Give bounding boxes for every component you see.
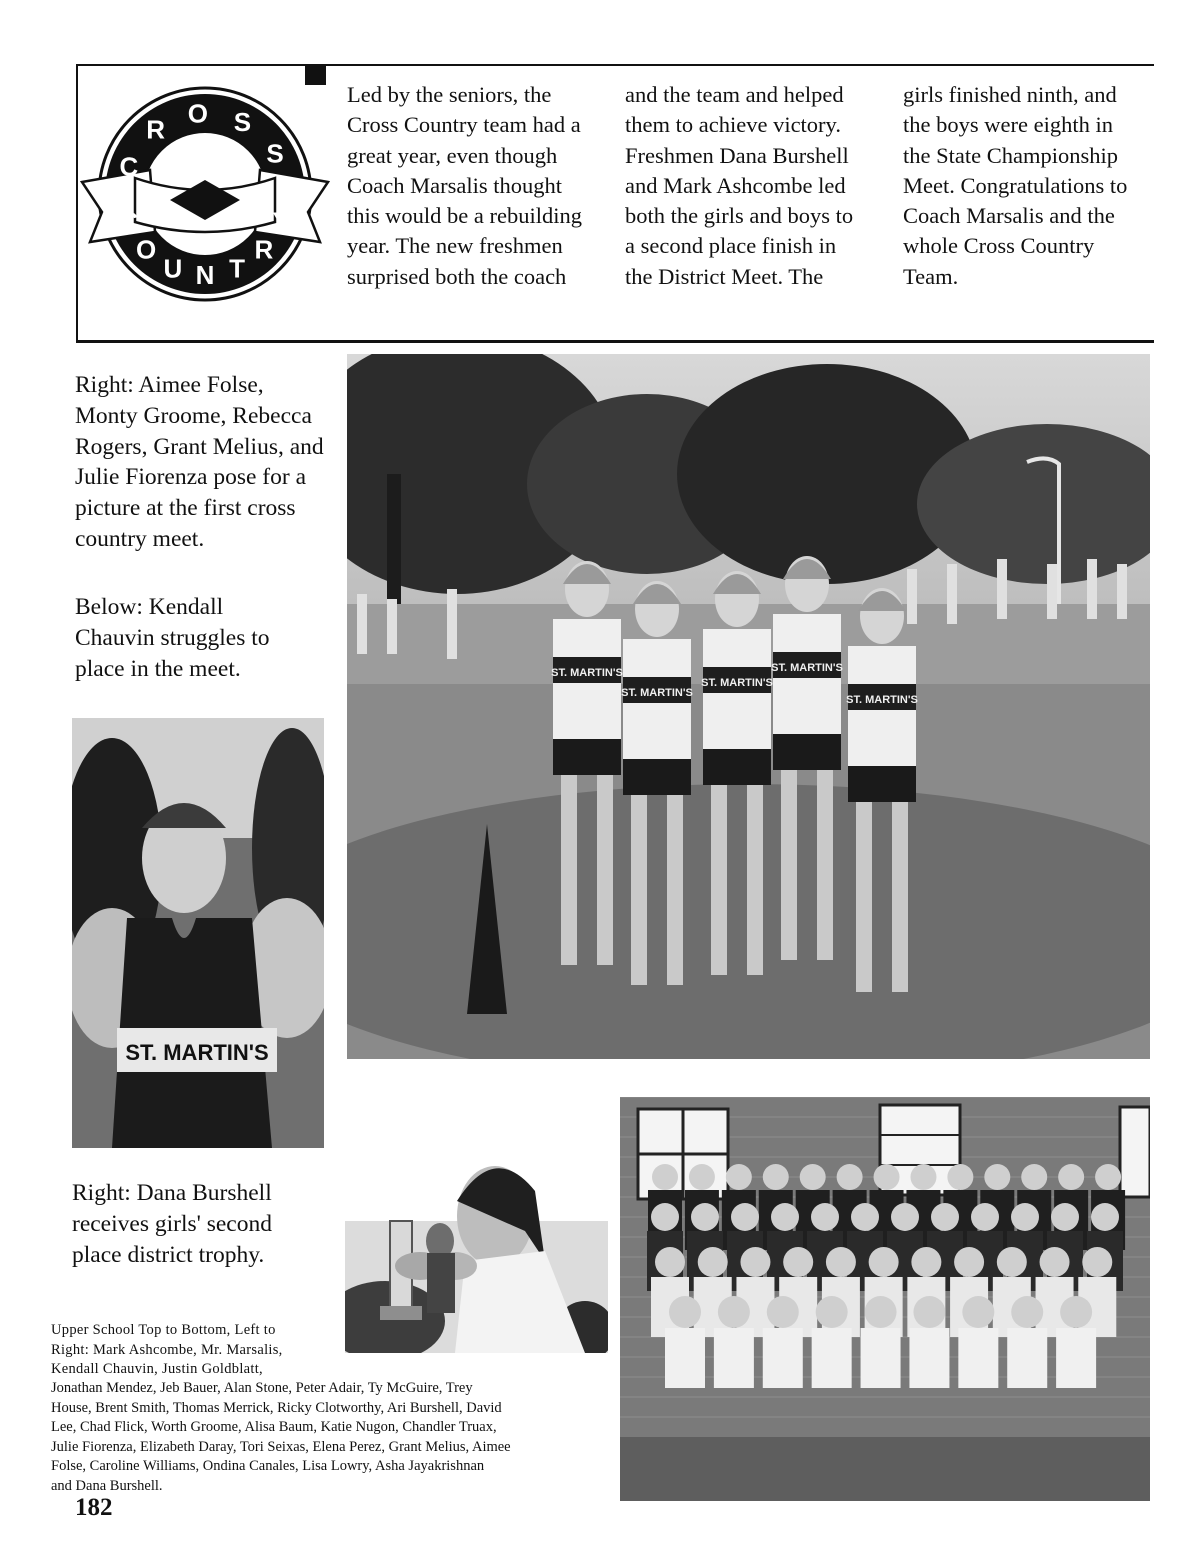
team-member-40 xyxy=(812,1296,852,1388)
team-photo-image xyxy=(620,1097,1150,1501)
header-rule xyxy=(76,340,1154,343)
intro-text-1: Led by the seniors, the Cross Country team had a great year, even though Coach Marsalis thought this would be a rebuilding year. The new freshmen surprised both the coach xyxy=(347,82,582,289)
group-photo xyxy=(347,354,1150,1059)
caption-runner-photo: Below: Kendall Chauvin struggles to place in the meet. xyxy=(75,594,270,682)
logo-bottom-letter-2: O xyxy=(135,234,157,265)
team-list-caption-top: Upper School Top to Bottom, Left to Right: Mark Ashcombe, Mr. Marsalis, Kendall Chauvin, Justin Goldblatt, xyxy=(51,1322,283,1377)
team-member-38 xyxy=(714,1296,754,1388)
intro-column-1 xyxy=(347,80,599,292)
logo-top-letter-5: S xyxy=(266,138,284,169)
runner-photo-image xyxy=(72,718,324,1148)
team-member-39 xyxy=(763,1296,803,1388)
team-member-45 xyxy=(1056,1296,1096,1388)
logo-top-letter-4: S xyxy=(233,107,252,138)
logo-top-letter-1: C xyxy=(119,151,139,182)
logo-top-letter-2: R xyxy=(146,114,166,145)
runner-jersey-text: ST. MARTIN'S xyxy=(125,1040,269,1065)
caption-group-photo: Right: Aimee Folse, Monty Groome, Rebecca Rogers, Grant Melius, and Julie Fiorenza pose for a picture at the first cross country meet. xyxy=(75,372,324,552)
intro-text-3: girls finished ninth, and the boys were eighth in the State Championship Meet. Congratulations to Coach Marsalis and the whole Cross Country Team. xyxy=(903,82,1128,289)
group-photo-image xyxy=(347,354,1150,1059)
team-list-caption-bottom: Jonathan Mendez, Jeb Bauer, Alan Stone, Peter Adair, Ty McGuire, Trey House, Brent Smith, Thomas Merrick, Ricky Clotworthy, Ari Burshell, David Lee, Chad Flick, Worth Groome, Alisa Baum, Katie Nugon, Chandler Truax, Julie Fiorenza, Elizabeth Daray, Tori Seixas, Elena Perez, Grant Melius, Aimee Folse, Caroline Williams, Ondina Canales, Lisa Lowry, Asha Jayakrishnan and Dana Burshell. xyxy=(51,1380,511,1494)
team-member-41 xyxy=(861,1296,901,1388)
intro-column-2 xyxy=(625,80,877,292)
girl-jersey-text-3: ST. MARTIN'S xyxy=(701,677,773,689)
caption-trophy-photo: Right: Dana Burshell receives girls' second place district trophy. xyxy=(72,1180,272,1268)
logo-bottom-letter-5: T xyxy=(229,253,246,284)
trophy-photo xyxy=(345,1141,608,1353)
logo-bottom-letter-3: U xyxy=(163,253,183,284)
team-member-42 xyxy=(909,1296,949,1388)
team-member-43 xyxy=(958,1296,998,1388)
trophy-photo-image xyxy=(345,1141,608,1353)
logo-bottom-letter-6: R xyxy=(254,234,274,265)
runner-photo xyxy=(72,718,324,1148)
cross-country-logo xyxy=(80,82,330,307)
girl-jersey-text-5: ST. MARTIN'S xyxy=(846,694,918,706)
intro-column-3 xyxy=(903,80,1156,292)
girl-jersey-text-4: ST. MARTIN'S xyxy=(771,662,843,674)
logo-top-letter-3: O xyxy=(187,98,209,129)
page-number: 182 xyxy=(75,1494,113,1521)
girl-jersey-text-2: ST. MARTIN'S xyxy=(621,687,693,699)
logo-bottom-letter-7: Y xyxy=(272,206,290,237)
team-member-44 xyxy=(1007,1296,1047,1388)
logo-bottom-letter-1: C xyxy=(119,206,139,237)
logo-bottom-letter-4: N xyxy=(195,260,215,290)
team-member-37 xyxy=(665,1296,705,1388)
girl-jersey-text-1: ST. MARTIN'S xyxy=(551,667,623,679)
intro-text-2: and the team and helped them to achieve victory. Freshmen Dana Burshell and Mark Ashcombe led both the girls and boys to a second place finish in the District Meet. The xyxy=(625,82,854,289)
team-photo xyxy=(620,1097,1150,1501)
